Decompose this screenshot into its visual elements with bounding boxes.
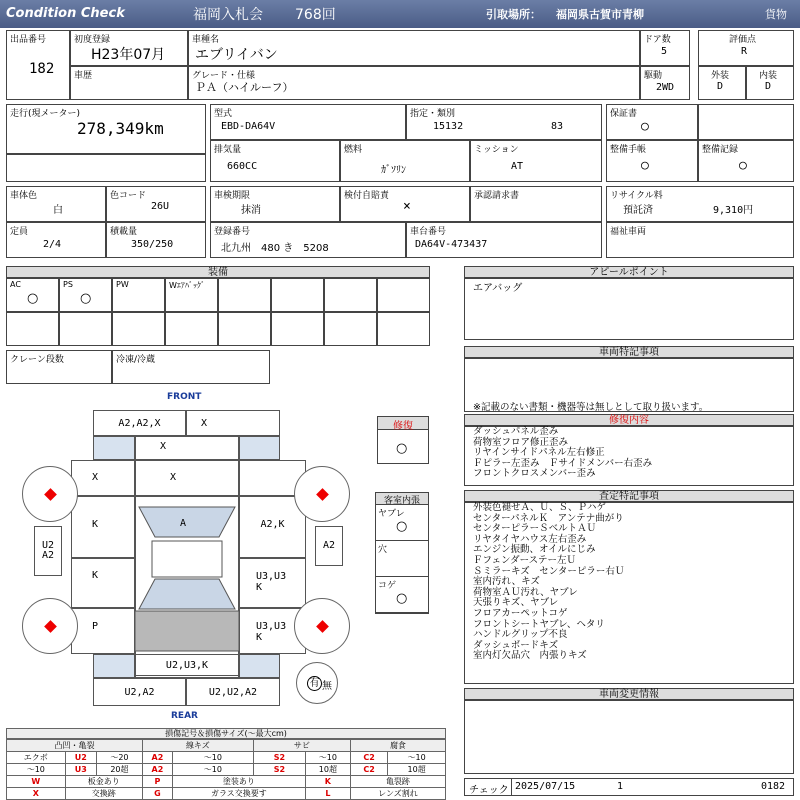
list-item: ダッシュパネル歪み — [473, 426, 559, 437]
cell-left-rear[interactable]: P — [71, 608, 135, 654]
exterior-box — [698, 66, 746, 100]
notes-box — [464, 502, 794, 684]
category: 貨物 — [765, 8, 787, 21]
cell-top-left[interactable]: A2,A2,X — [93, 410, 186, 436]
wheel-rear-right[interactable] — [294, 598, 350, 654]
list-item: リヤインサイドパネル左右修正 — [473, 447, 605, 459]
legend-group: 線キズ — [142, 740, 253, 752]
history-label: 車歴 — [74, 71, 93, 81]
approval-box — [470, 186, 602, 222]
cabin-lining-mark: ○ — [396, 519, 408, 534]
auction-round: 768回 — [295, 7, 336, 23]
interior-label: 内装 — [759, 71, 778, 81]
list-item: 室内汚れ、キズ — [473, 576, 540, 588]
drive-value: 2WD — [656, 82, 675, 93]
repair-box — [464, 426, 794, 486]
self-check-label: 検付自賠責 — [344, 191, 390, 201]
wheel-marker-icon — [316, 488, 329, 501]
cabin-lining-label: コゲ — [378, 581, 397, 591]
grade-label: グレード・仕様 — [192, 71, 256, 81]
warranty-empty — [698, 104, 794, 140]
warranty-label: 保証書 — [610, 109, 638, 119]
cabin-lining-list — [376, 505, 428, 613]
displacement-label: 排気量 — [214, 145, 242, 155]
exterior-label: 外装 — [711, 71, 730, 81]
manual-value: ○ — [641, 158, 649, 173]
cell-right-door1[interactable]: A2,K — [239, 496, 306, 558]
cell-hood[interactable]: X — [135, 436, 239, 460]
notes-title: 査定特記事項 — [464, 490, 794, 502]
legend-cell: U3 — [65, 764, 96, 776]
doors-value: 5 — [661, 46, 668, 57]
list-item: リヤタイヤハウス左右歪み — [473, 533, 587, 545]
special-box — [464, 358, 794, 412]
fuel-label: 燃料 — [344, 145, 363, 155]
grade-value: ＰＡ（ハイルーフ） — [195, 81, 294, 94]
legend-code: P — [142, 776, 172, 788]
wheel-marker-icon — [316, 620, 329, 633]
reg-no-label: 登録番号 — [214, 227, 251, 237]
list-item: 天張りキズ、ヤブレ — [473, 597, 559, 609]
capacity-value: 2/4 — [43, 239, 62, 250]
manual-label: 整備手帳 — [610, 145, 647, 155]
cabin-lining-mark: ○ — [396, 591, 408, 606]
rating-box — [698, 30, 794, 66]
list-item: ダッシュボードキズ — [473, 639, 559, 651]
legend-group: 腐食 — [350, 740, 445, 752]
welfare-box — [606, 222, 794, 258]
spare-yes: 有 — [307, 676, 322, 691]
wheel-front-right[interactable] — [294, 466, 350, 522]
drive-label: 駆動 — [644, 71, 663, 81]
equipment-label: PW — [116, 280, 129, 289]
auction-name: 福岡入札会 — [193, 7, 263, 23]
cell-rear-right[interactable]: U2,U2,A2 — [186, 678, 280, 706]
legend-group: サビ — [253, 740, 350, 752]
mission-value: AT — [511, 161, 524, 172]
cell-hl-left[interactable] — [93, 436, 135, 460]
mission-label: ミッション — [474, 145, 519, 155]
changes-box — [464, 700, 794, 774]
freezer-label: 冷凍/冷蔵 — [116, 355, 156, 365]
load-value: 350/250 — [131, 239, 174, 250]
legend-cell: エクボ — [7, 752, 66, 764]
repair-title: 修復内容 — [464, 414, 794, 426]
legend-group: 凸凹・亀裂 — [7, 740, 143, 752]
recycle-label: リサイクル料 — [610, 191, 663, 201]
rating-value: R — [741, 46, 748, 57]
designation-a: 15132 — [433, 121, 464, 132]
manual-box — [606, 140, 698, 182]
legend-cell: ～10 — [388, 752, 446, 764]
record-value: ○ — [739, 158, 747, 173]
appeal-title: アピールポイント — [464, 266, 794, 278]
doors-box — [640, 30, 690, 66]
body-color-value: 白 — [53, 205, 63, 216]
appeal-text: エアバッグ — [473, 283, 523, 294]
record-box — [698, 140, 794, 182]
equipment-label: Wｴｱﾊﾞｯｸﾞ — [169, 281, 205, 290]
appeal-box — [464, 278, 794, 340]
list-item: 室内灯欠品穴 内張りキズ — [473, 650, 587, 662]
crane-label: クレーン段数 — [10, 355, 64, 365]
legend-cell: A2 — [142, 764, 172, 776]
legend-cell: A2 — [142, 752, 172, 764]
cabin-lining-item — [376, 577, 428, 613]
welfare-label: 福祉車両 — [610, 227, 647, 237]
cell-rear-center[interactable]: U2,U3,K — [135, 654, 239, 678]
legend-code: 亀裂跡 — [350, 776, 445, 788]
legend-code: L — [305, 788, 350, 800]
inspection-label: 車検期限 — [214, 191, 251, 201]
list-item: 荷物室フロア修正歪み — [473, 436, 569, 448]
cabin-lining-item — [376, 541, 428, 577]
displacement-value: 660CC — [227, 161, 258, 172]
self-check-value: × — [403, 199, 411, 214]
condition-check-title: Condition Check — [6, 6, 125, 21]
cargo-floor — [135, 611, 239, 651]
cell-top-right[interactable]: X — [186, 410, 280, 436]
color-code-value: 26U — [151, 201, 170, 212]
legend — [6, 728, 446, 800]
legend-code: ガラス交換要す — [172, 788, 305, 800]
spare-no: 無 — [322, 681, 332, 692]
list-item: ハンドルグリップ不良 — [473, 629, 568, 641]
list-item: エンジン振動、オイルにじみ — [473, 544, 596, 556]
lot-label: 出品番号 — [10, 35, 47, 45]
cabin-lining-label: ヤブレ — [378, 509, 405, 519]
special-title: 車両特記事項 — [464, 346, 794, 358]
record-label: 整備記録 — [702, 145, 739, 155]
equipment-mark: ○ — [80, 291, 92, 306]
recycle-box — [606, 186, 794, 222]
equipment-label: AC — [10, 280, 21, 289]
exterior-value: D — [717, 81, 724, 92]
list-item: センターパネルＫ アンテナ曲がり — [473, 512, 624, 524]
cell-right-rear[interactable]: U3,U3 K — [239, 608, 306, 654]
legend-cell: S2 — [253, 752, 305, 764]
legend-code: 板金あり — [65, 776, 142, 788]
check-code: 0182 — [761, 781, 786, 792]
repair-list — [473, 427, 793, 480]
legend-cell: ～10 — [7, 764, 66, 776]
warranty-value: ○ — [641, 119, 649, 134]
legend-table — [6, 739, 446, 800]
equipment-title: 装備 — [6, 266, 430, 278]
fuel-value: ｶﾞｿﾘﾝ — [381, 165, 406, 176]
special-note: ※記載のない書類・機器等は無しとして取り扱います。 — [473, 402, 709, 413]
spare-tire[interactable] — [296, 662, 338, 704]
notes-list — [473, 503, 793, 662]
wheel-front-left[interactable] — [22, 466, 78, 522]
name-label: 車種名 — [192, 35, 220, 45]
cell-right-door2[interactable]: U3,U3 K — [239, 558, 306, 608]
list-item: Ｆピラー左歪み Ｆサイドメンバー右歪み — [473, 457, 653, 469]
wheel-marker-icon — [44, 620, 57, 633]
cell-right-panel[interactable]: A2 — [315, 526, 343, 566]
cabin-lining-item — [376, 505, 428, 541]
first-reg-label: 初度登録 — [74, 35, 111, 45]
model-value: EBD-DA64V — [221, 121, 276, 132]
legend-code: G — [142, 788, 172, 800]
designation-label: 指定・類別 — [410, 109, 456, 119]
repair-mark-title: 修復 — [378, 417, 428, 430]
mission-box — [470, 140, 602, 182]
check-row — [464, 778, 794, 796]
changes-title: 車両変更情報 — [464, 688, 794, 700]
designation-b: 83 — [551, 121, 564, 132]
legend-cell: 20超 — [96, 764, 142, 776]
windshield — [139, 507, 235, 537]
inspection-value: 抹消 — [241, 205, 261, 216]
cell-front-roof[interactable]: X — [135, 460, 239, 496]
interior-value: D — [765, 81, 772, 92]
legend-cell: S2 — [253, 764, 305, 776]
rear-window — [139, 579, 235, 609]
chassis-value: DA64V-473437 — [415, 239, 488, 250]
legend-cell: ～10 — [305, 752, 350, 764]
color-code-label: 色コード — [110, 191, 147, 201]
equipment-label: PS — [63, 280, 73, 289]
list-item: 外装色褪せＡ、Ｕ、Ｓ、Ｐハゲ — [473, 502, 607, 513]
legend-cell: 10超 — [388, 764, 446, 776]
cabin-svg — [135, 505, 239, 665]
vehicle-name: エブリイバン — [195, 47, 278, 63]
legend-cell: 10超 — [305, 764, 350, 776]
list-item: フロアカーペットコゲ — [473, 607, 568, 619]
list-item: フロントシートヤブレ、ヘタリ — [473, 618, 605, 630]
legend-cell: C2 — [350, 764, 387, 776]
mileage-value: 278,349km — [77, 119, 164, 138]
legend-code: K — [305, 776, 350, 788]
body-color-label: 車体色 — [10, 191, 38, 201]
cabin-lining-label: 穴 — [378, 545, 388, 555]
rating-label: 評価点 — [729, 35, 757, 45]
equipment-mark: ○ — [27, 291, 39, 306]
list-item: センターピラーＳベルトＡＵ — [473, 523, 597, 535]
pickup-location: 福岡県古賀市青柳 — [556, 8, 644, 21]
cabin-lining-title: 客室内張 — [376, 493, 428, 505]
legend-code: 塗装あり — [172, 776, 305, 788]
front-label: FRONT — [167, 392, 202, 402]
cell-tl-left[interactable] — [93, 654, 135, 678]
repair-mark-value: ○ — [396, 441, 408, 456]
recycle-amount: 9,310円 — [713, 205, 754, 216]
check-label: チェック — [469, 785, 509, 796]
legend-cell: U2 — [65, 752, 96, 764]
legend-cell: C2 — [350, 752, 387, 764]
list-item: Ｓミラーキズ センターピラー右Ｕ — [473, 565, 625, 577]
list-item: フロントクロスメンバー歪み — [473, 468, 596, 480]
model-label: 型式 — [214, 109, 233, 119]
first-reg-value: H23年07月 — [91, 47, 166, 63]
chassis-label: 車台番号 — [410, 227, 447, 237]
drive-box — [640, 66, 690, 100]
cell-tl-right[interactable] — [239, 654, 280, 678]
wheel-rear-left[interactable] — [22, 598, 78, 654]
cell-left-panel[interactable]: U2 A2 — [34, 526, 62, 576]
legend-code: W — [7, 776, 66, 788]
check-date: 2025/07/15 — [515, 781, 576, 792]
interior-box — [746, 66, 794, 100]
roof-panel — [152, 541, 222, 577]
pickup-label: 引取場所： — [486, 8, 541, 21]
load-label: 積載量 — [110, 227, 138, 237]
reg-no-value: 北九州 480 き 5208 — [221, 243, 329, 254]
cabin-lining-box — [375, 492, 429, 614]
warranty-box — [606, 104, 698, 140]
cell-hl-right[interactable] — [239, 436, 280, 460]
wheel-marker-icon — [44, 488, 57, 501]
cell-fl-fender[interactable]: X — [71, 460, 135, 496]
legend-title: 損傷記号＆損傷サイズ(～最大cm) — [6, 728, 446, 739]
check-divider — [511, 779, 512, 795]
capacity-label: 定員 — [10, 227, 29, 237]
approval-label: 承認請求書 — [474, 191, 520, 201]
rear-label: REAR — [171, 711, 198, 721]
lot-number: 182 — [29, 61, 55, 77]
check-count: 1 — [617, 781, 624, 792]
legend-cell: ～10 — [172, 752, 253, 764]
list-item: 荷物室ＡＵ汚れ、ヤブレ — [473, 586, 578, 598]
doors-label: ドア数 — [644, 35, 671, 45]
legend-code: レンズ割れ — [350, 788, 445, 800]
mileage-label: 走行(現メーター) — [10, 109, 81, 119]
cell-left-door1[interactable]: K — [71, 496, 135, 558]
repair-mark-box — [377, 416, 429, 464]
legend-code: X — [7, 788, 66, 800]
roof-damage: A — [180, 518, 187, 529]
legend-code: 交換跡 — [65, 788, 142, 800]
legend-cell: ～20 — [96, 752, 142, 764]
list-item: Ｆフェンダーステー左Ｕ — [473, 554, 576, 566]
legend-cell: ～10 — [172, 764, 253, 776]
cell-left-door2[interactable]: K — [71, 558, 135, 608]
recycle-status: 預託済 — [623, 205, 653, 216]
cell-rear-left[interactable]: U2,A2 — [93, 678, 186, 706]
